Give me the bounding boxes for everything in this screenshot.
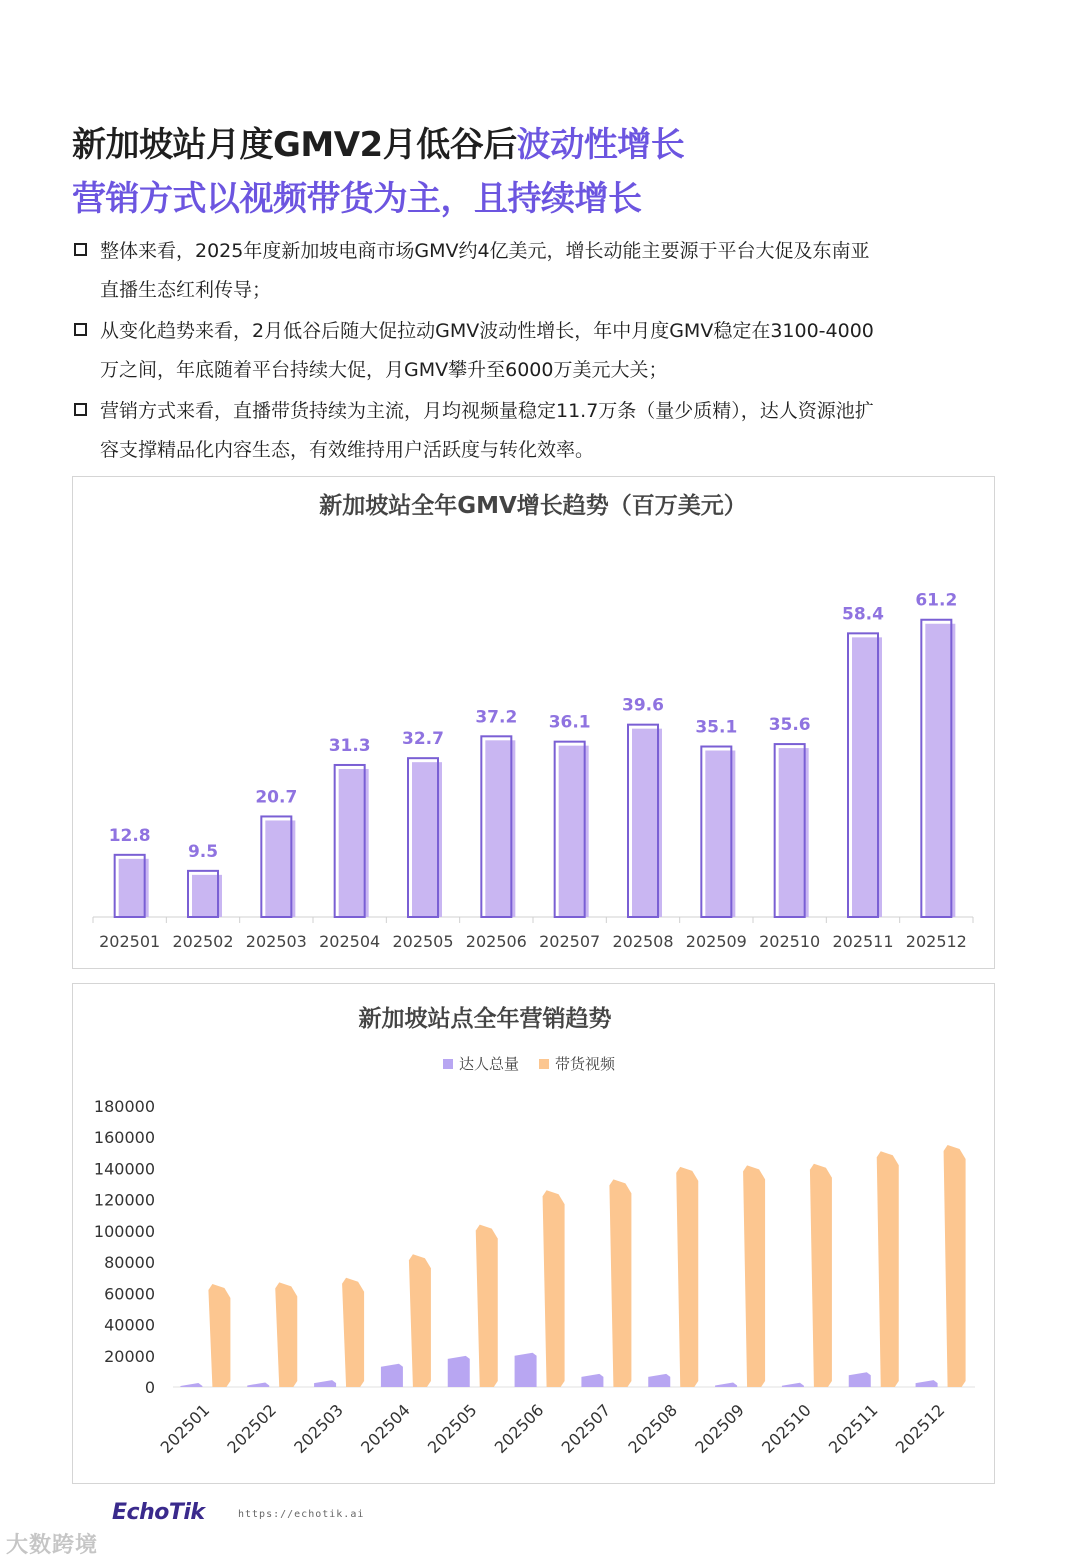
bar [916,1380,938,1387]
y-tick-label: 0 [144,1378,155,1397]
x-tick-label: 202508 [624,1400,682,1458]
legend-swatch [539,1059,549,1069]
x-tick-label: 202503 [245,932,307,951]
y-tick-label: 180000 [93,1097,155,1116]
data-label: 39.6 [622,695,664,716]
x-tick-label: 202503 [290,1400,347,1458]
bullet-list [74,232,1014,472]
bullet-text-line: 整体来看，2025年度新加坡电商市场GMV约4亿美元，增长动能主要源于平台大促及东南亚 [100,240,870,262]
x-tick-label: 202506 [465,932,527,951]
x-tick-label: 202509 [685,932,747,951]
bar [810,1164,832,1387]
x-tick-label: 202502 [172,932,234,951]
legend-label: 带货视频 [555,1055,616,1073]
x-tick-label: 202506 [490,1400,548,1458]
gmv-bar-chart [73,477,994,968]
x-tick-label: 202512 [891,1400,949,1458]
bar [676,1167,698,1387]
bar [515,1353,537,1387]
y-tick-label: 40000 [104,1315,155,1335]
bar [342,1278,364,1387]
data-label: 20.7 [255,787,298,808]
checkbox-square-icon [74,323,87,336]
bullet-item [74,392,1014,470]
bar [275,1282,297,1387]
bar [247,1382,269,1387]
x-tick-label: 202509 [691,1400,748,1458]
bar [381,1364,403,1387]
gmv-chart-panel [72,476,995,969]
data-label: 58.4 [842,604,884,625]
title-line-2 [72,172,1022,226]
bar [180,1383,202,1387]
bullet-item [74,232,1014,310]
y-tick-label: 140000 [93,1159,155,1179]
chart-title: 新加坡站点全年营销趋势 [358,1006,612,1032]
title-line-1 [72,118,1022,172]
x-tick-label: 202501 [156,1400,214,1458]
subtitle: 营销方式以视频带货为主，且持续增长 [72,179,642,219]
x-tick-label: 202507 [557,1400,615,1458]
bullet-text-line: 从变化趋势来看，2月低谷后随大促拉动GMV波动性增长，年中月度GMV稳定在3100-4000 [100,320,874,342]
bar [581,1374,603,1387]
checkbox-square-icon [74,403,87,416]
bar [208,1284,230,1387]
data-label: 61.2 [915,590,958,611]
bar [877,1151,899,1387]
marketing-bar-chart [73,984,994,1483]
x-tick-label: 202505 [392,932,454,951]
y-tick-label: 20000 [104,1346,155,1366]
x-tick-label: 202508 [612,932,674,951]
bar [849,1372,871,1387]
watermark-text: 大数跨境 [6,1533,99,1558]
x-tick-label: 202511 [824,1400,882,1458]
x-tick-label: 202512 [905,932,967,951]
x-tick-label: 202502 [223,1400,281,1458]
x-tick-label: 202501 [99,932,161,951]
marketing-chart-panel [72,983,995,1484]
bullet-text-line: 营销方式来看，直播带货持续为主流，月均视频量稳定11.7万条（量少质精），达人资源池扩 [100,400,874,422]
x-tick-label: 202510 [758,1400,815,1458]
bar [782,1383,804,1387]
bullet-text-line: 万之间，年底随着平台持续大促，月GMV攀升至6000万美元大关； [100,359,668,381]
x-tick-label: 202505 [423,1400,481,1458]
y-tick-label: 120000 [93,1190,155,1210]
y-tick-label: 60000 [104,1284,155,1304]
data-label: 12.8 [108,825,151,846]
bar [314,1380,336,1387]
bullet-text-line: 容支撑精品化内容生态，有效维持用户活跃度与转化效率。 [100,439,595,461]
y-tick-label: 160000 [93,1128,155,1148]
bar [609,1179,631,1387]
bar [715,1382,737,1387]
echotik-logo: EchoTik [112,1500,205,1525]
data-label: 31.3 [328,735,371,756]
bullet-item [74,312,1014,390]
checkbox-square-icon [74,243,87,256]
bar [543,1190,565,1387]
legend-swatch [443,1059,453,1069]
y-tick-label: 100000 [93,1221,155,1241]
bar [409,1254,431,1387]
data-label: 35.6 [768,715,811,736]
x-tick-label: 202507 [539,932,601,951]
title-accent-part: 波动性增长 [516,125,685,165]
page-title [72,118,1022,226]
legend-label: 达人总量 [459,1055,520,1073]
x-tick-label: 202504 [357,1400,414,1458]
data-label: 37.2 [475,707,518,728]
bullet-text-line: 直播生态红利传导； [100,279,272,301]
data-label: 9.5 [187,841,219,862]
chart-title: 新加坡站全年GMV增长趋势（百万美元） [319,493,747,519]
bar [448,1356,470,1387]
title-dark-part: 新加坡站月度GMV2月低谷后 [72,125,517,165]
y-tick-label: 80000 [104,1253,155,1273]
bar [944,1145,966,1387]
data-label: 36.1 [548,712,591,733]
x-tick-label: 202511 [832,932,894,951]
data-label: 35.1 [695,717,738,738]
data-label: 32.7 [402,729,444,750]
x-tick-label: 202504 [319,932,381,951]
bar [476,1225,498,1387]
bar [648,1374,670,1387]
bar [743,1165,765,1387]
x-tick-label: 202510 [759,932,821,951]
footer-url: https://echotik.ai [238,1509,365,1520]
